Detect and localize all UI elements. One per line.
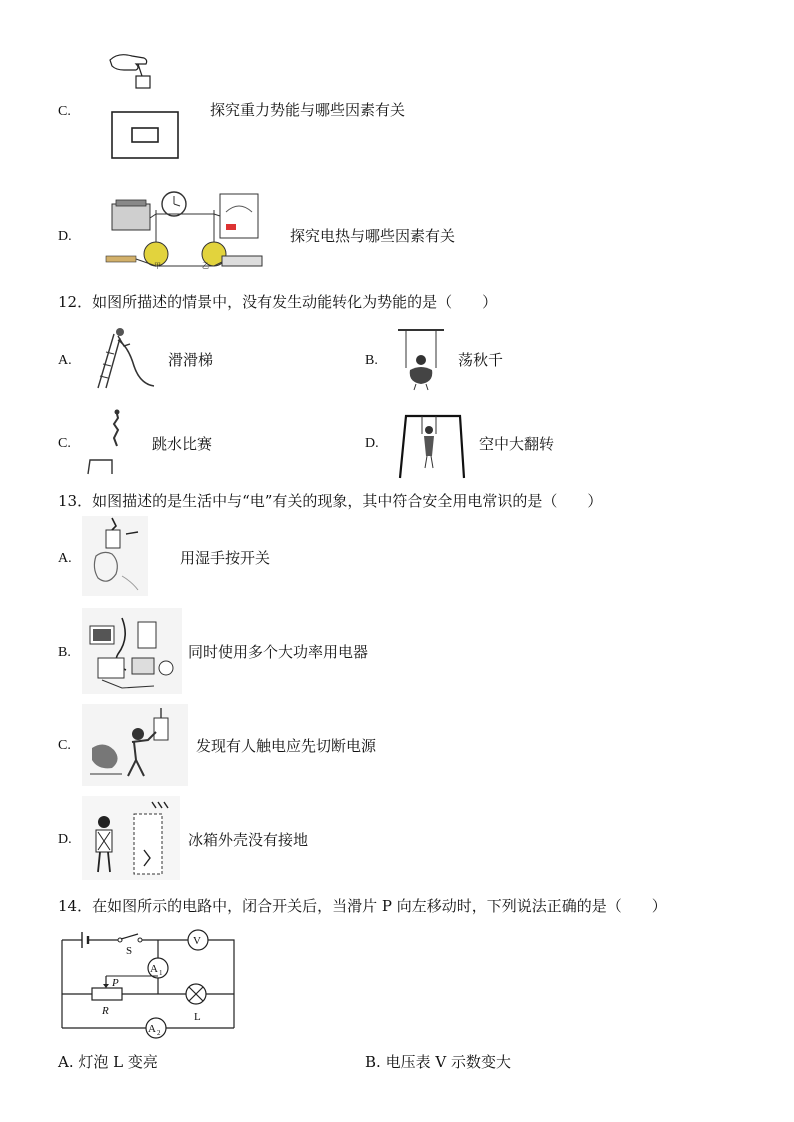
flask-label-jia: 甲 bbox=[154, 262, 161, 270]
q14-option-a bbox=[58, 1052, 158, 1072]
trapeze-figure bbox=[396, 408, 466, 480]
q13-text-a: 用湿手按开关 bbox=[180, 549, 271, 567]
circuit-diagram bbox=[58, 928, 244, 1044]
q13-letter-d: D. bbox=[58, 832, 72, 847]
q14-letter-b: B. bbox=[365, 1053, 381, 1071]
option-letter-c: C. bbox=[58, 104, 71, 119]
electric-heat-experiment-figure bbox=[104, 190, 266, 270]
ammeter-a1-sub: 1 bbox=[159, 969, 163, 977]
q14-text-b: 电压表 V 示数变大 bbox=[385, 1053, 511, 1071]
q13-text-c: 发现有人触电应先切断电源 bbox=[196, 737, 377, 755]
cut-power-rescue-figure bbox=[82, 704, 188, 786]
q13-text-d: 冰箱外壳没有接地 bbox=[188, 831, 309, 849]
q12-text-a: 滑滑梯 bbox=[168, 351, 214, 369]
slide-figure bbox=[84, 326, 156, 392]
lamp-l-label: L bbox=[194, 1011, 201, 1023]
flask-label-yi: 乙 bbox=[202, 262, 209, 270]
option-text-c: 探究重力势能与哪些因素有关 bbox=[210, 101, 406, 119]
q13-letter-b: B. bbox=[58, 645, 71, 660]
switch-label: S bbox=[126, 945, 133, 957]
q14-text-a: 灯泡 L 变亮 bbox=[78, 1053, 158, 1071]
gravity-potential-energy-figure bbox=[106, 50, 186, 162]
q12-text-c: 跳水比赛 bbox=[152, 435, 213, 453]
question-13-stem: 13．如图描述的是生活中与“电”有关的现象，其中符合安全用电常识的是（ ） bbox=[58, 492, 603, 510]
question-14-stem: 14．在如图所示的电路中，闭合开关后，当滑片 P 向左移动时，下列说法正确的是（ ） bbox=[58, 897, 667, 915]
q12-letter-a: A. bbox=[58, 353, 72, 368]
swing-figure bbox=[396, 326, 446, 392]
q13-letter-a: A. bbox=[58, 551, 72, 566]
q14-option-b bbox=[365, 1052, 511, 1072]
slider-p-label: P bbox=[112, 977, 119, 989]
unearthed-fridge-figure bbox=[82, 796, 180, 880]
ammeter-a2-label: A bbox=[148, 1023, 156, 1035]
wet-hand-switch-figure bbox=[82, 516, 148, 596]
q14-letter-a: A. bbox=[58, 1053, 74, 1071]
option-text-d: 探究电热与哪些因素有关 bbox=[290, 227, 456, 245]
q12-letter-d: D. bbox=[365, 436, 379, 451]
voltmeter-label: V bbox=[193, 935, 201, 947]
q12-text-b: 荡秋千 bbox=[458, 351, 504, 369]
ammeter-a1-label: A bbox=[150, 963, 158, 975]
q13-text-b: 同时使用多个大功率用电器 bbox=[188, 643, 369, 661]
diving-figure bbox=[86, 408, 136, 478]
ammeter-a2-sub: 2 bbox=[157, 1029, 161, 1037]
rheostat-r-label: R bbox=[102, 1005, 109, 1017]
question-12-stem: 12．如图所描述的情景中，没有发生动能转化为势能的是（ ） bbox=[58, 293, 498, 311]
multiple-appliances-figure bbox=[82, 608, 182, 694]
q12-letter-b: B. bbox=[365, 353, 378, 368]
q12-letter-c: C. bbox=[58, 436, 71, 451]
q12-text-d: 空中大翻转 bbox=[479, 435, 555, 453]
option-letter-d: D. bbox=[58, 229, 72, 244]
q13-letter-c: C. bbox=[58, 738, 71, 753]
